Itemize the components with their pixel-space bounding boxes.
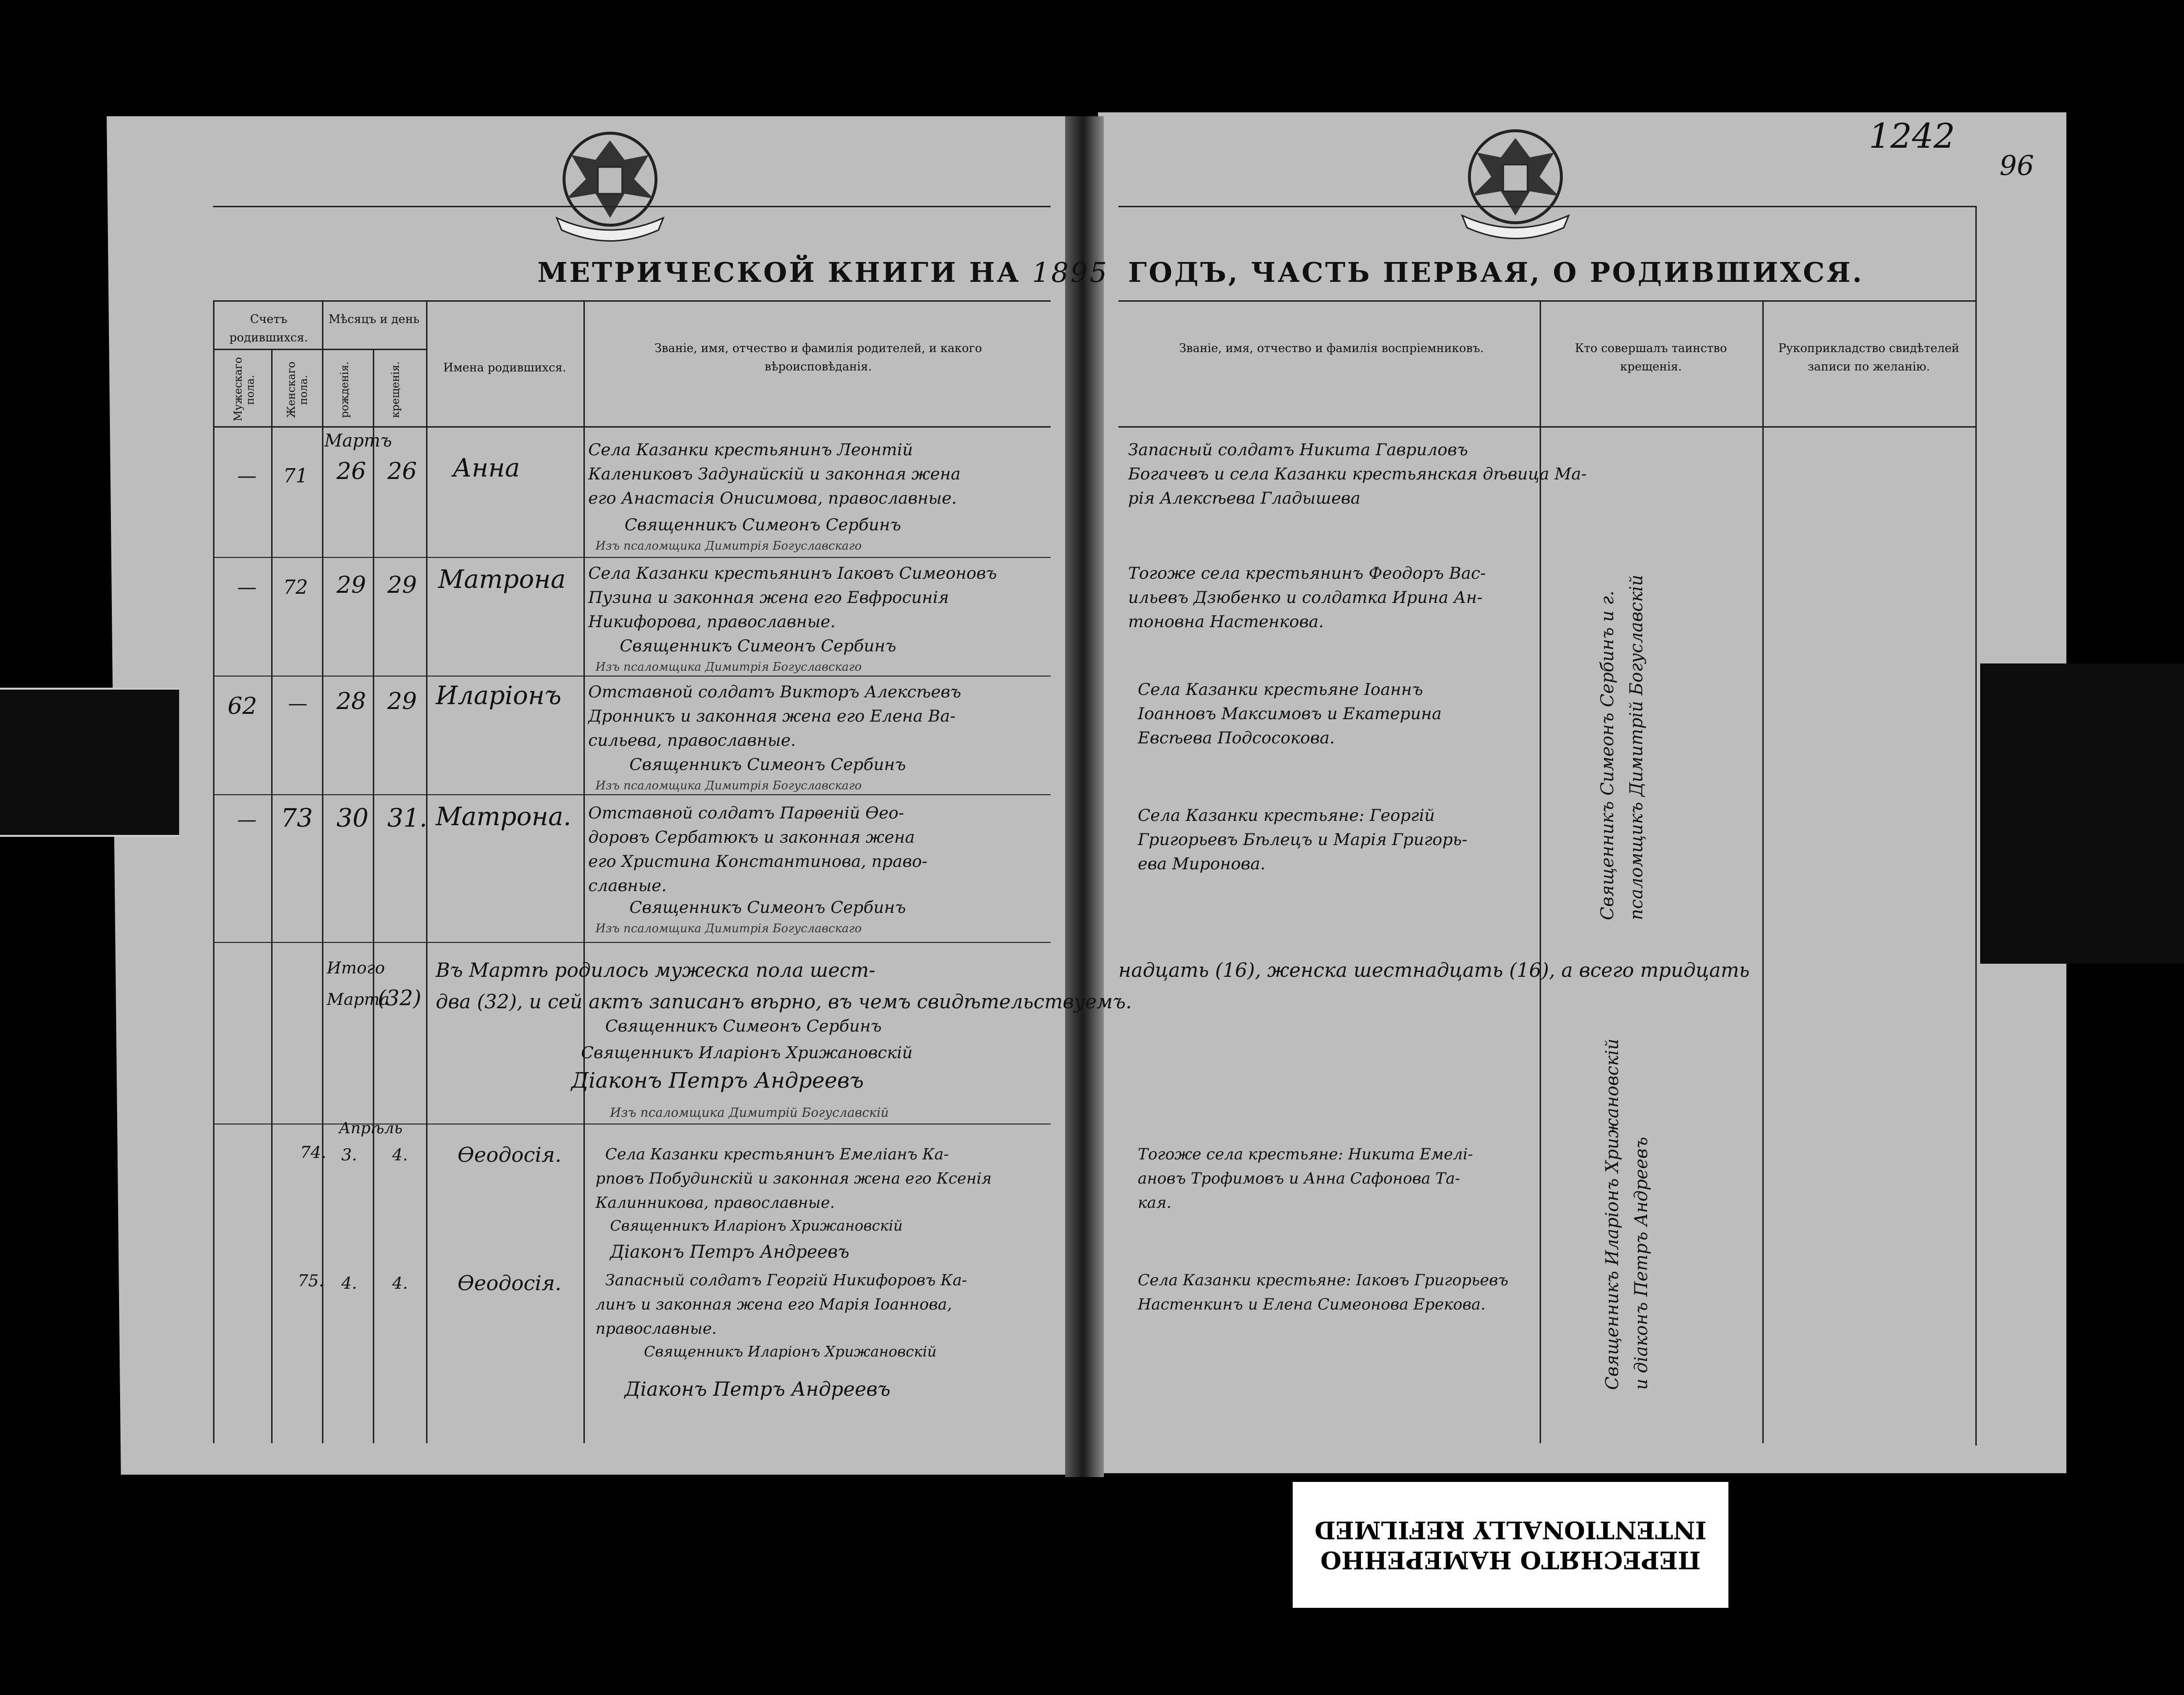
record-parents-line: доровъ Сербатюкъ и законная жена bbox=[588, 828, 915, 847]
record-baptized: 29 bbox=[387, 571, 417, 599]
record-month: Мартъ bbox=[324, 431, 392, 451]
title-left bbox=[537, 257, 1109, 289]
total-sign: Діаконъ Петръ Андреевъ bbox=[571, 1068, 864, 1093]
record-name: Матрона. bbox=[436, 802, 571, 832]
title-year: 1895 bbox=[1032, 257, 1109, 289]
record-name: Анна bbox=[453, 454, 520, 483]
header-names: Имена родившихся. bbox=[443, 361, 566, 374]
record-sign: Священникъ Симеонъ Сербинъ bbox=[625, 515, 901, 535]
record-parents-line: Калинникова, православные. bbox=[596, 1193, 835, 1212]
right-header-top bbox=[1118, 300, 1975, 302]
record-godparents-line: Села Казанки крестьяне: Іаковъ Григорьевъ bbox=[1138, 1271, 1509, 1289]
record-sign: Священникъ Симеонъ Сербинъ bbox=[629, 755, 906, 774]
left-col-line bbox=[583, 300, 585, 1443]
record-baptized: 4. bbox=[392, 1274, 408, 1293]
record-female: 75. bbox=[298, 1271, 324, 1291]
record-note: Изъ псаломщика Димитрія Богуславскаго bbox=[596, 922, 862, 935]
header-godparents: Званіе, имя, отчество и фамилія воспріемниковъ. bbox=[1179, 341, 1484, 355]
right-header-bottom bbox=[1118, 426, 1975, 428]
record-separator bbox=[213, 942, 1051, 943]
record-godparents-line: ева Миронова. bbox=[1138, 854, 1266, 874]
total-sign: Изъ псаломщика Димитрій Богуславскій bbox=[610, 1106, 889, 1120]
total-text-line: надцать (16), женска шестнадцать (16), а всего тридцать bbox=[1118, 959, 1750, 982]
record-parents-line: Запасный солдатъ Георгій Никифоровъ Ка- bbox=[605, 1271, 967, 1289]
header-baptism: крещенія. bbox=[390, 361, 402, 418]
right-col-line bbox=[1975, 206, 1977, 1446]
record-sign: Діаконъ Петръ Андреевъ bbox=[610, 1242, 850, 1262]
record-parents-line: Пузина и законная жена его Евфросинія bbox=[588, 588, 949, 607]
record-born: 28 bbox=[336, 688, 367, 715]
left-col-line bbox=[271, 349, 273, 1443]
record-parents-line: рповъ Побудинскій и законная жена его Ксенія bbox=[596, 1169, 992, 1187]
page-number: 1242 bbox=[1869, 116, 1955, 156]
record-parents-line: Села Казанки крестьянинъ Леонтій bbox=[588, 440, 913, 460]
title-right: ГОДЪ, ЧАСТЬ ПЕРВАЯ, О РОДИВШИХСЯ. bbox=[1128, 257, 1864, 289]
record-sign: Священникъ Иларіонъ Хрижановскій bbox=[610, 1217, 903, 1234]
header-witnesses: Рукоприкладство свидѣтелей записи по желанію. bbox=[1778, 341, 1959, 374]
left-header-top bbox=[213, 300, 1051, 302]
record-sign: Діаконъ Петръ Андреевъ bbox=[625, 1378, 891, 1401]
priest-column-text: Священникъ Симеонъ Сербинъ и г. bbox=[1598, 590, 1618, 920]
record-godparents-line: Іоанновъ Максимовъ и Екатерина bbox=[1138, 704, 1442, 724]
record-godparents-line: ильевъ Дзюбенко и солдатка Ирина Ан- bbox=[1128, 588, 1483, 607]
left-top-rule bbox=[213, 206, 1051, 207]
header-female: Женскаго пола. bbox=[286, 361, 310, 418]
record-parents-line: Отставной солдатъ Викторъ Алексѣевъ bbox=[588, 682, 962, 702]
record-parents-line: его Христина Константинова, право- bbox=[588, 852, 928, 871]
record-born: 4. bbox=[341, 1274, 357, 1293]
page-number-secondary: 96 bbox=[2000, 150, 2034, 182]
total-sign: Священникъ Симеонъ Сербинъ bbox=[605, 1017, 882, 1036]
record-parents-line: Отставной солдатъ Парѳеній Ѳео- bbox=[588, 803, 904, 823]
record-parents-line: Села Казанки крестьянинъ Емеліанъ Ка- bbox=[605, 1145, 949, 1163]
left-clip bbox=[0, 688, 179, 837]
title-left-text: МЕТРИЧЕСКОЙ КНИГИ НА bbox=[537, 257, 1021, 289]
record-godparents-line: Тогоже села крестьянинъ Феодоръ Вас- bbox=[1128, 564, 1486, 583]
total-count: (32) bbox=[378, 986, 422, 1011]
left-subheader bbox=[213, 349, 426, 350]
left-col-line bbox=[426, 300, 428, 1443]
record-parents-line: славные. bbox=[588, 876, 667, 895]
record-godparents-line: Богачевъ и села Казанки крестьянская дѣвица Ма- bbox=[1128, 464, 1587, 484]
record-separator bbox=[213, 794, 1051, 795]
record-godparents-line: кая. bbox=[1138, 1193, 1172, 1212]
record-parents-line: его Анастасія Онисимова, православные. bbox=[588, 489, 957, 508]
priest-column-text: Священникъ Иларіонъ Хрижановскій bbox=[1603, 1038, 1622, 1390]
left-header-bottom bbox=[213, 426, 1051, 428]
record-born: 26 bbox=[336, 458, 367, 485]
record-sign: Священникъ Иларіонъ Хрижановскій bbox=[644, 1343, 937, 1360]
right-col-line bbox=[1762, 300, 1764, 1443]
total-month: Марта bbox=[327, 990, 390, 1009]
header-priest: Кто совершалъ таинство крещенія. bbox=[1575, 341, 1727, 374]
stamp-line: ПЕРЕСНЯТО НАМЕРЕННО bbox=[1320, 1546, 1701, 1575]
record-godparents-line: Тогоже села крестьяне: Никита Емелі- bbox=[1138, 1145, 1473, 1163]
record-godparents-line: тоновна Настенкова. bbox=[1128, 612, 1324, 632]
record-godparents-line: Григорьевъ Бѣлецъ и Марія Григорь- bbox=[1138, 830, 1467, 849]
left-col-line bbox=[373, 349, 374, 1443]
priest-column-text: псаломщикъ Димитрій Богуславскій bbox=[1627, 574, 1647, 920]
record-baptized: 31. bbox=[387, 804, 428, 833]
header-month-day: Мѣсяцъ и день bbox=[328, 312, 420, 326]
header-parents: Званіе, имя, отчество и фамилія родителей, и какого вѣроисповѣданія. bbox=[654, 341, 982, 374]
record-born: 29 bbox=[336, 571, 367, 599]
record-female: 73 bbox=[281, 804, 313, 833]
record-parents-line: Села Казанки крестьянинъ Іаковъ Симеоновъ bbox=[588, 564, 997, 583]
record-sign: Священникъ Симеонъ Сербинъ bbox=[620, 636, 897, 656]
record-separator bbox=[213, 676, 1051, 677]
total-text-line: Въ Мартѣ родилось мужеска пола шест- bbox=[436, 959, 876, 982]
record-female: 74. bbox=[300, 1143, 327, 1162]
record-note: Изъ псаломщика Димитрія Богуславскаго bbox=[596, 660, 862, 674]
record-godparents-line: ановъ Трофимовъ и Анна Сафонова Та- bbox=[1138, 1169, 1460, 1187]
record-godparents-line: Настенкинъ и Елена Симеонова Ерекова. bbox=[1138, 1295, 1486, 1313]
record-born: 30 bbox=[336, 804, 369, 833]
record-name: Иларіонъ bbox=[436, 681, 562, 710]
record-godparents-line: рія Алексѣева Гладышева bbox=[1128, 489, 1360, 508]
record-female: 72 bbox=[283, 576, 308, 599]
record-born: 3. bbox=[341, 1145, 357, 1165]
record-female: 71 bbox=[283, 465, 308, 487]
imperial-eagle-emblem-left bbox=[537, 121, 683, 247]
right-top-rule bbox=[1118, 206, 1975, 207]
record-parents-line: православные. bbox=[596, 1319, 717, 1338]
record-male: 62 bbox=[228, 693, 258, 720]
record-month: Апрѣль bbox=[339, 1119, 403, 1137]
record-parents-line: Дронникъ и законная жена его Елена Ва- bbox=[588, 707, 956, 726]
left-col-line bbox=[213, 300, 214, 1443]
record-female: — bbox=[288, 693, 307, 715]
record-baptized: 4. bbox=[392, 1145, 408, 1165]
header-count: Счетъ родившихся. bbox=[229, 312, 308, 345]
record-baptized: 26 bbox=[387, 458, 417, 485]
record-godparents-line: Запасный солдатъ Никита Гавриловъ bbox=[1128, 440, 1468, 460]
record-godparents-line: Села Казанки крестьяне Іоаннъ bbox=[1138, 680, 1423, 699]
record-note: Изъ псаломщика Димитрія Богуславскаго bbox=[596, 539, 862, 553]
record-note: Изъ псаломщика Димитрія Богуславскаго bbox=[596, 779, 862, 792]
record-male: — bbox=[237, 576, 257, 599]
record-parents-line: сильева, православные. bbox=[588, 731, 796, 750]
record-sign: Священникъ Симеонъ Сербинъ bbox=[629, 898, 906, 917]
book-gutter bbox=[1065, 116, 1104, 1477]
total-label: Итого bbox=[327, 958, 385, 978]
record-male: — bbox=[237, 465, 257, 487]
imperial-eagle-emblem-right bbox=[1443, 119, 1588, 245]
right-clip bbox=[1980, 663, 2184, 964]
record-name: Матрона bbox=[438, 565, 566, 594]
refilmed-stamp bbox=[1293, 1482, 1728, 1608]
record-baptized: 29 bbox=[387, 688, 417, 715]
priest-column-text: и діаконъ Петръ Андреевъ bbox=[1632, 1137, 1651, 1390]
header-male: Мужескаго пола. bbox=[232, 357, 257, 421]
record-godparents-line: Села Казанки крестьяне: Георгій bbox=[1138, 806, 1435, 825]
stamp-line: INTENTIONALLY REFILMED bbox=[1314, 1516, 1707, 1544]
record-name: Ѳеодосія. bbox=[458, 1143, 562, 1167]
record-parents-line: Никифорова, православные. bbox=[588, 612, 836, 632]
total-text-line: два (32), и сей актъ записанъ вѣрно, въ чемъ свидѣтельствуемъ. bbox=[436, 991, 1132, 1013]
header-birth: рожденія. bbox=[339, 361, 351, 418]
record-parents-line: Калениковъ Задунайскій и законная жена bbox=[588, 464, 961, 484]
record-male: — bbox=[237, 809, 257, 831]
record-separator bbox=[213, 557, 1051, 558]
record-name: Ѳеодосія. bbox=[458, 1271, 562, 1295]
total-sign: Священникъ Иларіонъ Хрижановскій bbox=[581, 1043, 913, 1063]
record-godparents-line: Евсѣева Подсосокова. bbox=[1138, 728, 1335, 748]
record-parents-line: линъ и законная жена его Марія Іоаннова, bbox=[596, 1295, 952, 1313]
